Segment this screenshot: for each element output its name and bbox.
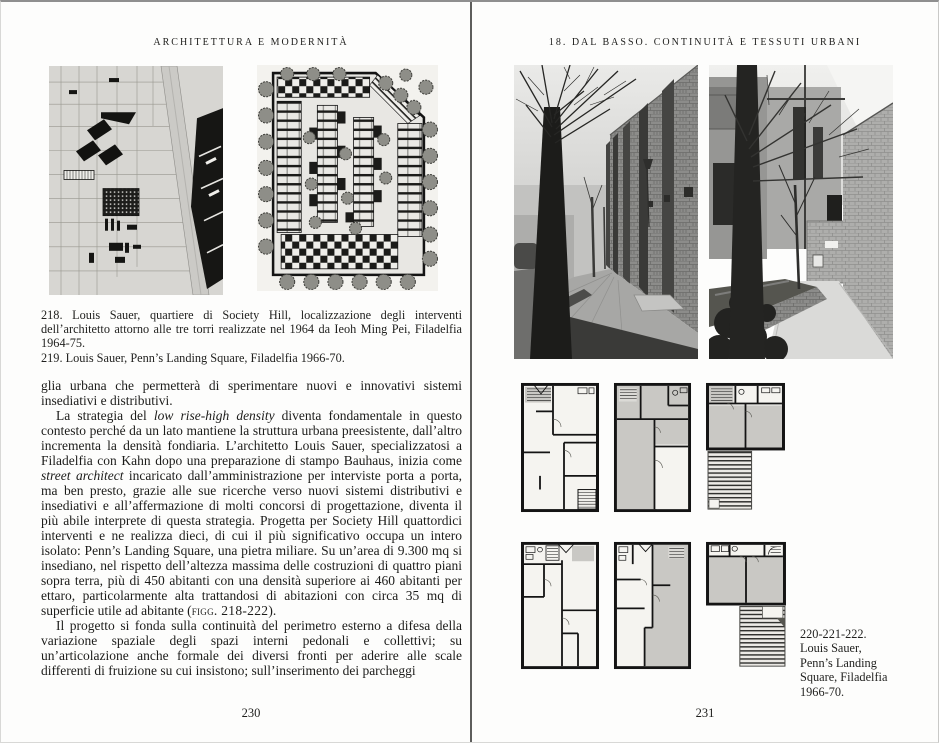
siteplan-east-units (398, 124, 422, 237)
italic-term: low rise-high density (153, 408, 275, 423)
siteplan-center-units-b (354, 117, 374, 226)
page-number-right: 231 (695, 706, 715, 720)
floor-plan-4-image (520, 541, 600, 670)
photo2-brick-pillar (807, 221, 845, 283)
map-penns-landing-block (103, 189, 139, 216)
floor-plan-5-image (613, 541, 692, 670)
photo-220-street-view-image (514, 65, 698, 359)
figure-reference: figg. 218-222 (191, 603, 269, 618)
floor-plan-3-image (705, 382, 786, 513)
caption-219: 219. Louis Sauer, Penn’s Landing Square, Filadelfia 1966-70. (41, 350, 345, 365)
paragraph-2: La strategia del low rise-high density diventa fondamentale in questo contesto perché da un lato mantiene la struttura urbana preesistente, dall’altro incrementa la densità fondiaria. L’architetto Louis Sauer, specializzatosi a Filadelfia con Kahn dopo una preparazione di stampo Bauhaus, inizia come street architect incaricato dall’amministrazione per interviste porta a porta, ma ben presto, grazie alle sue ricerche verso nuovi sistemi distributivi e insediativi e all’affermazione di molti concorsi di progettazione, diventa il più abile interprete di questa strategia. Progetta per Society Hill quattordici interventi e ne realizza dieci, di cui il più significativo occupa un intero isolato: Penn’s Landing Square, una pietra miliare. Su un’area di 9.300 mq si insediano, nel rispetto dell’altezza massima delle costruzioni di quattro piani sopra terra, più di 450 abitanti con una densità superiore ai 460 abitanti per ettaro, particolarmente alta trattandosi di abitazioni con circa 35 mq di superficie utile ad abitante (figg. 218-222). (41, 408, 462, 618)
figure-218-city-map-image (49, 66, 223, 295)
running-head-left: ARCHITETTURA E MODERNITÀ (153, 37, 349, 48)
italic-term: street architect (41, 468, 124, 483)
caption-218: 218. Louis Sauer, quartiere di Society Hill, localizzazione degli interventi dell’architetto attorno alle tre torri realizzate nel 1964 da Ieoh Ming Pei, Filadelfia 1964-75. (41, 308, 462, 351)
siteplan-center-units-a (317, 105, 337, 222)
body-text (41, 378, 462, 678)
photo2-sign (825, 241, 838, 248)
floor-plan-6-image (705, 541, 787, 670)
page-number-left: 230 (241, 706, 261, 720)
siteplan-south-row (281, 235, 398, 269)
caption-220-222: 220-221-222. Louis Sauer, Penn’s Landing Square, Filadelfia 1966-70. (800, 627, 888, 699)
photo-221-courtyard-image (709, 65, 893, 359)
photo2-window-slot-2 (813, 127, 823, 179)
floor-plan-1-image (520, 382, 600, 513)
figure-captions-left (41, 308, 462, 365)
siteplan-north-row (277, 77, 370, 97)
floor-plan-2-image (613, 382, 692, 513)
figure-219-site-plan-image (257, 65, 438, 291)
paragraph-1: glia urbana che permetterà di sperimentare nuovi e innovativi sistemi insediativi e distributivi. (41, 378, 462, 408)
paragraph-3: Il progetto si fonda sulla continuità del perimetro esterno a difesa della variazione spaziale degli spazi interni pedonali e collettivi; su un’articolazione anche formale dei diversi fronti per aderire alle scale differenti di fruizione su cui insistono; sull’inserimento dei parcheggi (41, 618, 462, 678)
siteplan-west-units (277, 101, 301, 232)
photo1-parked-car (514, 243, 538, 269)
running-head-right: 18. DAL BASSO. CONTINUITÀ E TESSUTI URBANI (548, 37, 862, 48)
page-gutter-divider (470, 2, 472, 743)
